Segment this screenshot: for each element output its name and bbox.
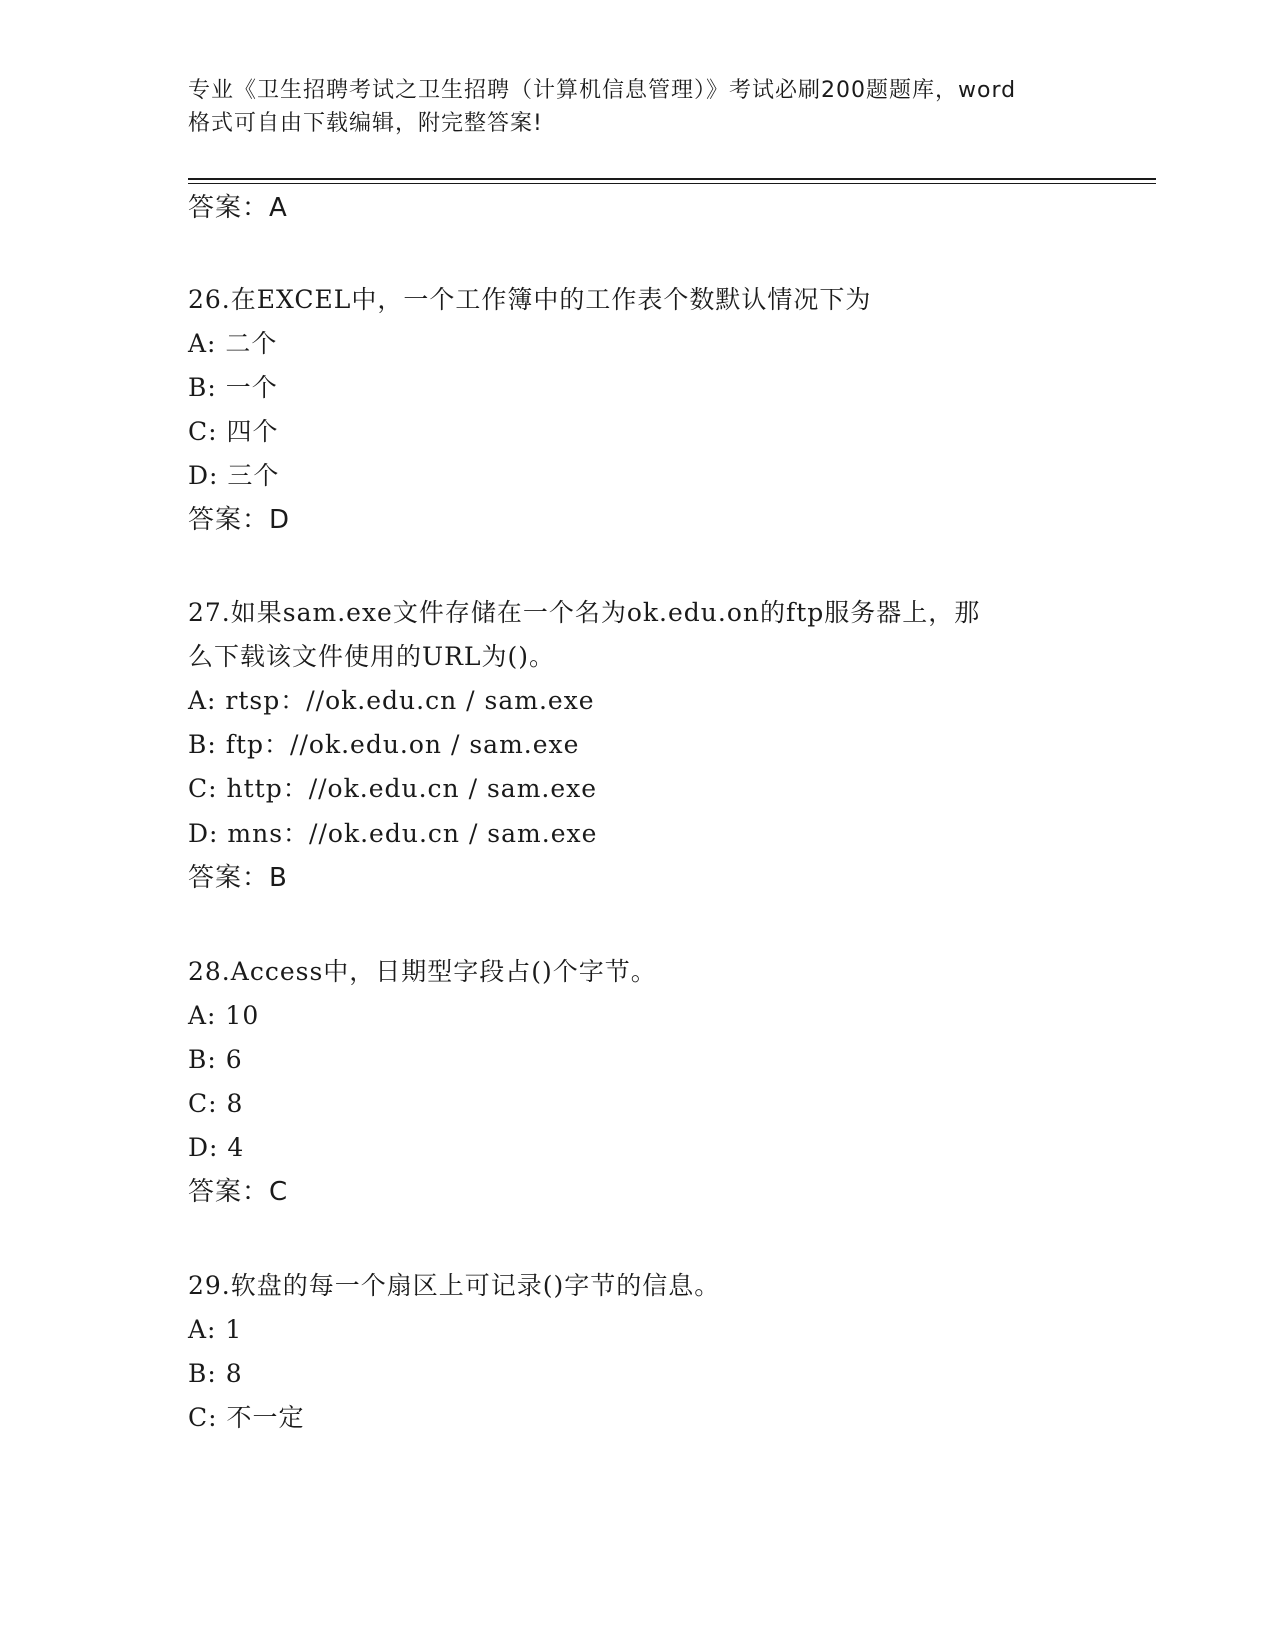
question-26-option-a: A: 二个 xyxy=(188,329,278,358)
question-26-option-b: B: 一个 xyxy=(188,373,278,402)
question-29-option-c: C: 不一定 xyxy=(188,1403,305,1432)
header-divider xyxy=(188,178,1156,180)
question-28-answer: 答案：C xyxy=(188,1177,289,1207)
question-27-stem-line-2: 么下载该文件使用的URL为()。 xyxy=(188,642,556,671)
question-27-option-a: A: rtsp：//ok.edu.cn / sam.exe xyxy=(188,686,595,715)
question-27-answer: 答案：B xyxy=(188,863,288,893)
question-27-option-d: D: mns：//ok.edu.cn / sam.exe xyxy=(188,819,598,848)
question-28-option-d: D: 4 xyxy=(188,1133,245,1162)
question-26-option-c: C: 四个 xyxy=(188,417,279,446)
question-28-option-a: A: 10 xyxy=(188,1001,260,1030)
header-title-line-1: 专业《卫生招聘考试之卫生招聘（计算机信息管理）》考试必刷200题题库，word xyxy=(188,78,1017,103)
header-divider-thin xyxy=(188,183,1156,184)
header-title-line-2: 格式可自由下载编辑，附完整答案! xyxy=(188,111,543,136)
question-27-option-b: B: ftp：//ok.edu.on / sam.exe xyxy=(188,730,580,759)
question-26-option-d: D: 三个 xyxy=(188,461,280,490)
question-29-stem: 29.软盘的每一个扇区上可记录()字节的信息。 xyxy=(188,1271,721,1300)
question-29-option-b: B: 8 xyxy=(188,1359,243,1388)
document-header xyxy=(188,74,1088,140)
question-26-stem: 26.在EXCEL中，一个工作簿中的工作表个数默认情况下为 xyxy=(188,285,872,314)
question-27-option-c: C: http：//ok.edu.cn / sam.exe xyxy=(188,774,598,803)
question-28-option-c: C: 8 xyxy=(188,1089,244,1118)
question-27-stem-line-1: 27.如果sam.exe文件存储在一个名为ok.edu.on的ftp服务器上，那 xyxy=(188,598,981,627)
question-28-stem: 28.Access中，日期型字段占()个字节。 xyxy=(188,957,657,986)
question-28-option-b: B: 6 xyxy=(188,1045,243,1074)
question-26-answer: 答案：D xyxy=(188,505,291,535)
question-29-option-a: A: 1 xyxy=(188,1315,243,1344)
answer-previous: 答案：A xyxy=(188,193,288,223)
